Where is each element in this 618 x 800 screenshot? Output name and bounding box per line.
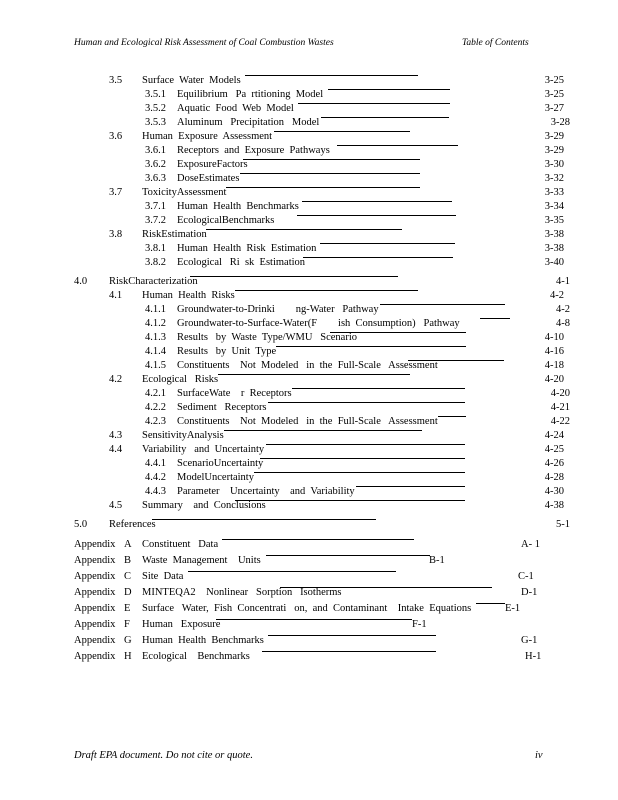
dot-leader <box>298 103 450 104</box>
dot-leader <box>216 619 412 620</box>
appendix-letter: H <box>124 651 132 662</box>
dot-leader <box>268 635 436 636</box>
dot-leader <box>260 458 465 459</box>
dot-leader <box>328 89 450 90</box>
toc-section-title: DoseEstimates <box>177 173 240 184</box>
toc-section-number: 3.5.2 <box>145 103 166 114</box>
appendix-title: Surface Water, Fish Concentrati on, and Contaminant Intake Equations <box>142 603 472 614</box>
toc-section-number: 3.5.3 <box>145 117 166 128</box>
toc-entry[interactable] <box>0 416 618 428</box>
toc-section-number: 3.7.2 <box>145 215 166 226</box>
toc-section-title: ScenarioUncertainty <box>177 458 264 469</box>
appendix-page-number: A- 1 <box>521 539 540 550</box>
appendix-title: Human Health Benchmarks <box>142 635 264 646</box>
appendix-label: Appendix <box>74 555 116 566</box>
appendix-page-number: H-1 <box>525 651 542 662</box>
toc-page-number: 4-38 <box>544 500 564 511</box>
toc-page-number: 4-25 <box>544 444 564 455</box>
toc-section-title: Constituents Not Modeled in the Full-Scale Assessment <box>177 360 438 371</box>
appendix-title: Site Data <box>142 571 184 582</box>
toc-entry[interactable] <box>0 145 618 157</box>
toc-page-number: 4-28 <box>544 472 564 483</box>
toc-section-title: Constituents Not Modeled in the Full-Scale Assessment <box>177 416 438 427</box>
toc-page-number: 3-38 <box>544 229 564 240</box>
toc-section-number: 4.4 <box>109 444 123 455</box>
dot-leader <box>266 555 430 556</box>
toc-entry[interactable] <box>0 201 618 213</box>
toc-entry[interactable] <box>0 187 618 199</box>
appendix-letter: D <box>124 587 132 598</box>
dot-leader <box>408 360 504 361</box>
appendix-letter: A <box>124 539 132 550</box>
dot-leader <box>226 187 420 188</box>
toc-section-number: 4.3 <box>109 430 123 441</box>
toc-section-title: Groundwater-to-Surface-Water(F ish Consumption) Pathway <box>177 318 460 329</box>
toc-page-number: 4-22 <box>550 416 570 427</box>
toc-page-number: 3-32 <box>544 173 564 184</box>
toc-section-title: Aquatic Food Web Model <box>177 103 294 114</box>
toc-section-number: 4.4.1 <box>145 458 166 469</box>
toc-page-number: 4-30 <box>544 486 564 497</box>
toc-page-number: 4-24 <box>544 430 564 441</box>
toc-entry[interactable] <box>0 402 618 414</box>
toc-page-number: 3-25 <box>544 75 564 86</box>
toc-section-title: Summary and Conclusions <box>142 500 266 511</box>
toc-page-number: 4-26 <box>544 458 564 469</box>
dot-leader <box>254 472 465 473</box>
dot-leader <box>266 444 465 445</box>
dot-leader <box>480 318 510 319</box>
toc-section-number: 3.6.2 <box>145 159 166 170</box>
appendix-entry[interactable] <box>0 619 618 631</box>
running-header-section: Table of Contents <box>462 38 529 48</box>
toc-section-title: ModelUncertainty <box>177 472 254 483</box>
toc-section-title: References <box>109 519 156 530</box>
toc-page-number: 4-2 <box>550 290 564 301</box>
toc-section-number: 5.0 <box>74 519 88 530</box>
toc-entry[interactable] <box>0 458 618 470</box>
toc-entry[interactable] <box>0 519 618 531</box>
footer-page-number: iv <box>535 750 543 761</box>
appendix-page-number: C-1 <box>518 571 534 582</box>
toc-entry[interactable] <box>0 374 618 386</box>
appendix-title: Constituent Data <box>142 539 219 550</box>
toc-page-number: 3-40 <box>544 257 564 268</box>
appendix-letter: F <box>124 619 130 630</box>
toc-page-number: 4-20 <box>544 374 564 385</box>
toc-page-number: 3-28 <box>550 117 570 128</box>
toc-entry[interactable] <box>0 173 618 185</box>
toc-entry[interactable] <box>0 89 618 101</box>
toc-page-number: 4-10 <box>544 332 564 343</box>
toc-section-title: Equilibrium Pa rtitioning Model <box>177 89 324 100</box>
toc-entry[interactable] <box>0 257 618 269</box>
toc-section-title: Groundwater-to-Drinki ng-Water Pathway <box>177 304 379 315</box>
dot-leader <box>320 243 455 244</box>
appendix-page-number: E-1 <box>505 603 521 614</box>
dot-leader <box>303 257 453 258</box>
appendix-entry[interactable] <box>0 539 618 551</box>
toc-section-title: Human Health Risk Estimation <box>177 243 317 254</box>
toc-section-number: 4.2.2 <box>145 402 166 413</box>
dot-leader <box>268 402 465 403</box>
toc-entry[interactable] <box>0 243 618 255</box>
toc-section-title: Results by Waste Type/WMU Scenario <box>177 332 358 343</box>
toc-page-number: 4-20 <box>550 388 570 399</box>
toc-section-number: 4.2 <box>109 374 123 385</box>
dot-leader <box>276 346 466 347</box>
dot-leader <box>292 388 465 389</box>
toc-section-title: Variability and Uncertainty <box>142 444 265 455</box>
toc-entry[interactable] <box>0 75 618 87</box>
toc-page-number: 4-8 <box>556 318 570 329</box>
dot-leader <box>380 304 505 305</box>
toc-section-number: 3.6.3 <box>145 173 166 184</box>
toc-section-number: 3.5 <box>109 75 123 86</box>
toc-page-number: 3-27 <box>544 103 564 114</box>
appendix-label: Appendix <box>74 539 116 550</box>
dot-leader <box>337 145 458 146</box>
toc-page-number: 5-1 <box>556 519 570 530</box>
appendix-entry[interactable] <box>0 603 618 615</box>
dot-leader <box>356 486 465 487</box>
toc-entry[interactable] <box>0 117 618 129</box>
toc-entry[interactable] <box>0 276 618 288</box>
toc-entry[interactable] <box>0 103 618 115</box>
toc-section-number: 4.1.5 <box>145 360 166 371</box>
appendix-letter: E <box>124 603 131 614</box>
toc-entry[interactable] <box>0 486 618 498</box>
dot-leader <box>280 587 492 588</box>
toc-entry[interactable] <box>0 430 618 442</box>
toc-page-number: 3-35 <box>544 215 564 226</box>
toc-section-number: 4.2.1 <box>145 388 166 399</box>
toc-entry[interactable] <box>0 500 618 512</box>
toc-section-number: 3.5.1 <box>145 89 166 100</box>
toc-page-number: 3-30 <box>544 159 564 170</box>
appendix-label: Appendix <box>74 587 116 598</box>
appendix-label: Appendix <box>74 651 116 662</box>
toc-page-number: 3-29 <box>544 131 564 142</box>
toc-section-title: RiskCharacterization <box>109 276 198 287</box>
dot-leader <box>235 500 465 501</box>
toc-section-number: 3.7 <box>109 187 123 198</box>
running-header-title: Human and Ecological Risk Assessment of Coal Combustion Wastes <box>74 38 334 48</box>
appendix-title: Waste Management Units <box>142 555 261 566</box>
appendix-entry[interactable] <box>0 635 618 647</box>
dot-leader <box>190 276 398 277</box>
toc-section-title: Human Health Benchmarks <box>177 201 299 212</box>
dot-leader <box>152 519 376 520</box>
toc-section-number: 4.5 <box>109 500 123 511</box>
appendix-page-number: F-1 <box>412 619 427 630</box>
toc-page-number: 3-33 <box>544 187 564 198</box>
toc-section-number: 4.4.3 <box>145 486 166 497</box>
toc-page-number: 3-25 <box>544 89 564 100</box>
toc-entry[interactable] <box>0 318 618 330</box>
toc-page-number: 3-34 <box>544 201 564 212</box>
appendix-entry[interactable] <box>0 571 618 583</box>
dot-leader <box>235 290 418 291</box>
appendix-entry[interactable] <box>0 555 618 567</box>
toc-entry[interactable] <box>0 472 618 484</box>
toc-page-number: 4-2 <box>556 304 570 315</box>
toc-entry[interactable] <box>0 444 618 456</box>
appendix-title: Ecological Benchmarks <box>142 651 250 662</box>
toc-section-number: 4.0 <box>74 276 88 287</box>
dot-leader <box>262 651 436 652</box>
appendix-page-number: D-1 <box>521 587 538 598</box>
toc-section-title: Results by Unit Type <box>177 346 277 357</box>
toc-entry[interactable] <box>0 229 618 241</box>
appendix-letter: B <box>124 555 132 566</box>
toc-section-title: Ecological Risks <box>142 374 219 385</box>
dot-leader <box>438 416 466 417</box>
toc-entry[interactable] <box>0 346 618 358</box>
toc-entry[interactable] <box>0 360 618 372</box>
toc-section-title: Human Health Risks <box>142 290 235 301</box>
toc-section-title: ToxicityAssessment <box>142 187 227 198</box>
toc-section-title: Receptors and Exposure Pathways <box>177 145 330 156</box>
appendix-letter: C <box>124 571 132 582</box>
toc-section-number: 4.2.3 <box>145 416 166 427</box>
appendix-label: Appendix <box>74 619 116 630</box>
appendix-entry[interactable] <box>0 587 618 599</box>
toc-section-title: Surface Water Models <box>142 75 241 86</box>
toc-section-title: SurfaceWate r Receptors <box>177 388 292 399</box>
toc-entry[interactable] <box>0 159 618 171</box>
toc-section-number: 4.1.2 <box>145 318 166 329</box>
appendix-page-number: G-1 <box>521 635 538 646</box>
toc-section-title: RiskEstimation <box>142 229 207 240</box>
toc-section-number: 3.7.1 <box>145 201 166 212</box>
toc-entry[interactable] <box>0 332 618 344</box>
appendix-letter: G <box>124 635 132 646</box>
dot-leader <box>297 215 456 216</box>
toc-section-title: Ecological Ri sk Estimation <box>177 257 306 268</box>
dot-leader <box>330 332 466 333</box>
toc-section-number: 3.8.2 <box>145 257 166 268</box>
toc-section-number: 3.6 <box>109 131 123 142</box>
dot-leader <box>243 159 420 160</box>
appendix-label: Appendix <box>74 603 116 614</box>
footer-disclaimer: Draft EPA document. Do not cite or quote. <box>74 750 253 761</box>
toc-section-title: Aluminum Precipitation Model <box>177 117 320 128</box>
dot-leader <box>245 75 418 76</box>
dot-leader <box>240 173 420 174</box>
toc-page-number: 4-16 <box>544 346 564 357</box>
toc-entry[interactable] <box>0 304 618 316</box>
dot-leader <box>206 229 402 230</box>
dot-leader <box>224 430 422 431</box>
toc-section-number: 4.1.3 <box>145 332 166 343</box>
appendix-title: MINTEQA2 Nonlinear Sorption Isotherms <box>142 587 342 598</box>
toc-page-number: 3-38 <box>544 243 564 254</box>
appendix-label: Appendix <box>74 571 116 582</box>
toc-entry[interactable] <box>0 215 618 227</box>
dot-leader <box>274 131 410 132</box>
dot-leader <box>188 571 396 572</box>
toc-page-number: 3-29 <box>544 145 564 156</box>
toc-entry[interactable] <box>0 131 618 143</box>
toc-section-title: Human Exposure Assessment <box>142 131 273 142</box>
toc-entry[interactable] <box>0 290 618 302</box>
dot-leader <box>321 117 449 118</box>
toc-page-number: 4-18 <box>544 360 564 371</box>
toc-section-number: 4.1.4 <box>145 346 166 357</box>
toc-section-number: 4.4.2 <box>145 472 166 483</box>
toc-page-number: 4-21 <box>550 402 570 413</box>
toc-section-title: SensitivityAnalysis <box>142 430 224 441</box>
dot-leader <box>476 603 505 604</box>
toc-section-title: Sediment Receptors <box>177 402 267 413</box>
toc-section-number: 3.8 <box>109 229 123 240</box>
appendix-page-number: B-1 <box>429 555 445 566</box>
appendix-title: Human Exposure <box>142 619 221 630</box>
toc-section-title: EcologicalBenchmarks <box>177 215 275 226</box>
toc-section-number: 3.6.1 <box>145 145 166 156</box>
appendix-label: Appendix <box>74 635 116 646</box>
toc-section-number: 3.8.1 <box>145 243 166 254</box>
toc-page-number: 4-1 <box>556 276 570 287</box>
toc-section-title: ExposureFactors <box>177 159 248 170</box>
toc-section-number: 4.1 <box>109 290 123 301</box>
dot-leader <box>222 539 414 540</box>
appendix-entry[interactable] <box>0 651 618 663</box>
toc-section-title: Parameter Uncertainty and Variability <box>177 486 355 497</box>
dot-leader <box>218 374 410 375</box>
toc-entry[interactable] <box>0 388 618 400</box>
toc-section-number: 4.1.1 <box>145 304 166 315</box>
dot-leader <box>302 201 452 202</box>
